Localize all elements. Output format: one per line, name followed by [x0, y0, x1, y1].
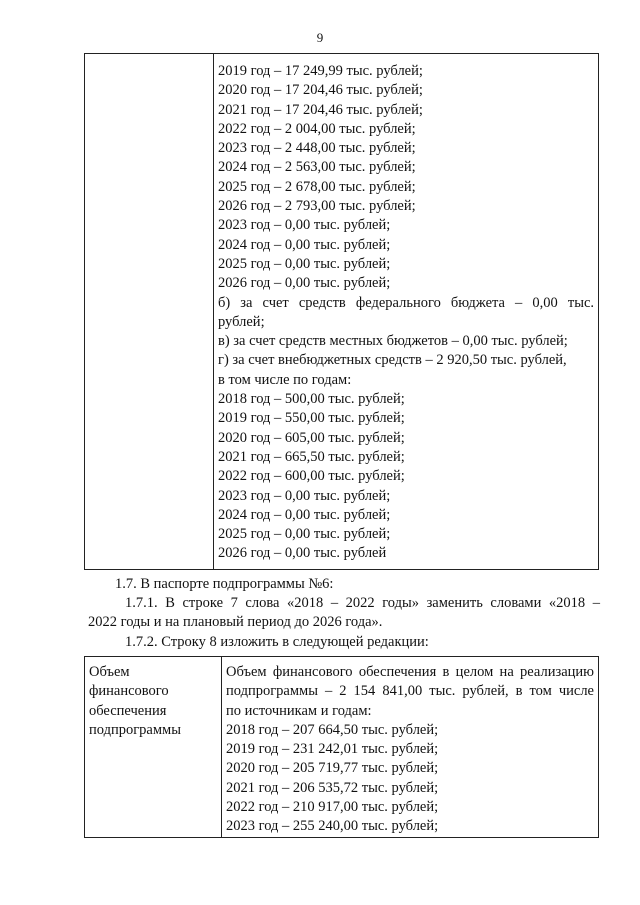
funding-line: подпрограммы – 2 154 841,00 тыс. рублей, в том числе — [226, 683, 594, 700]
paragraph-1-7-2: 1.7.2. Строку 8 изложить в следующей редакции: — [125, 634, 429, 650]
table-cell-funding-details — [222, 657, 599, 838]
label-line: обеспечения — [89, 702, 167, 719]
funding-line: 2026 год – 0,00 тыс. рублей — [218, 545, 387, 562]
funding-line: 2026 год – 2 793,00 тыс. рублей; — [218, 198, 416, 215]
funding-line: 2024 год – 0,00 тыс. рублей; — [218, 506, 391, 523]
funding-line: 2019 год – 17 249,99 тыс. рублей; — [218, 63, 423, 79]
funding-line: Объем финансового обеспечения в целом на реализацию — [226, 664, 594, 680]
funding-line: 2018 год – 207 664,50 тыс. рублей; — [226, 721, 439, 738]
paragraph-1-7: 1.7. В паспорте подпрограммы №6: — [115, 576, 334, 592]
funding-line: 2019 год – 231 242,01 тыс. рублей; — [226, 741, 439, 758]
funding-line: 2019 год – 550,00 тыс. рублей; — [218, 410, 405, 427]
funding-line: 2023 год – 0,00 тыс. рублей; — [218, 217, 391, 234]
funding-line: в том числе по годам: — [218, 371, 352, 388]
funding-line: 2021 год – 17 204,46 тыс. рублей; — [218, 101, 423, 118]
funding-line: в) за счет средств местных бюджетов – 0,00 тыс. рублей; — [218, 333, 568, 350]
funding-line: 2024 год – 2 563,00 тыс. рублей; — [218, 159, 416, 176]
funding-table-continued — [84, 53, 599, 570]
funding-line: 2025 год – 0,00 тыс. рублей; — [218, 255, 391, 272]
funding-line: 2023 год – 2 448,00 тыс. рублей; — [218, 140, 416, 157]
funding-line: рублей; — [218, 313, 265, 330]
paragraph-1-7-1-line1: 1.7.1. В строке 7 слова «2018 – 2022 годы» заменить словами «2018 – — [125, 595, 600, 611]
funding-table-subprogram-6 — [84, 656, 599, 838]
funding-line: 2022 год – 210 917,00 тыс. рублей; — [226, 799, 439, 816]
table-cell-label — [85, 657, 222, 838]
funding-line: 2022 год – 600,00 тыс. рублей; — [218, 468, 405, 485]
funding-line: по источникам и годам: — [226, 702, 372, 719]
funding-line: 2025 год – 0,00 тыс. рублей; — [218, 526, 391, 543]
funding-line: 2021 год – 665,50 тыс. рублей; — [218, 448, 405, 465]
funding-line: 2026 год – 0,00 тыс. рублей; — [218, 275, 391, 292]
paragraph-1-7-1-line2: 2022 годы и на плановый период до 2026 года». — [88, 614, 383, 630]
label-line: финансового — [89, 683, 169, 700]
label-line: Объем — [89, 664, 130, 680]
funding-line: 2025 год – 2 678,00 тыс. рублей; — [218, 178, 416, 195]
funding-line: 2020 год – 605,00 тыс. рублей; — [218, 429, 405, 446]
funding-line: 2023 год – 255 240,00 тыс. рублей; — [226, 818, 439, 835]
funding-line: 2021 год – 206 535,72 тыс. рублей; — [226, 779, 439, 796]
funding-line: 2023 год – 0,00 тыс. рублей; — [218, 487, 391, 504]
table-cell-funding-details — [214, 54, 599, 570]
funding-line: 2020 год – 17 204,46 тыс. рублей; — [218, 82, 423, 99]
funding-line: б) за счет средств федерального бюджета – 0,00 тыс. — [218, 294, 594, 311]
funding-line: 2022 год – 2 004,00 тыс. рублей; — [218, 120, 416, 137]
funding-line: 2020 год – 205 719,77 тыс. рублей; — [226, 760, 439, 777]
funding-line: 2018 год – 500,00 тыс. рублей; — [218, 391, 405, 408]
funding-line: г) за счет внебюджетных средств – 2 920,50 тыс. рублей, — [218, 352, 567, 369]
funding-line: 2024 год – 0,00 тыс. рублей; — [218, 236, 391, 253]
table-cell-label-empty — [85, 54, 214, 570]
page-number: 9 — [316, 30, 324, 45]
label-line: подпрограммы — [89, 721, 181, 738]
